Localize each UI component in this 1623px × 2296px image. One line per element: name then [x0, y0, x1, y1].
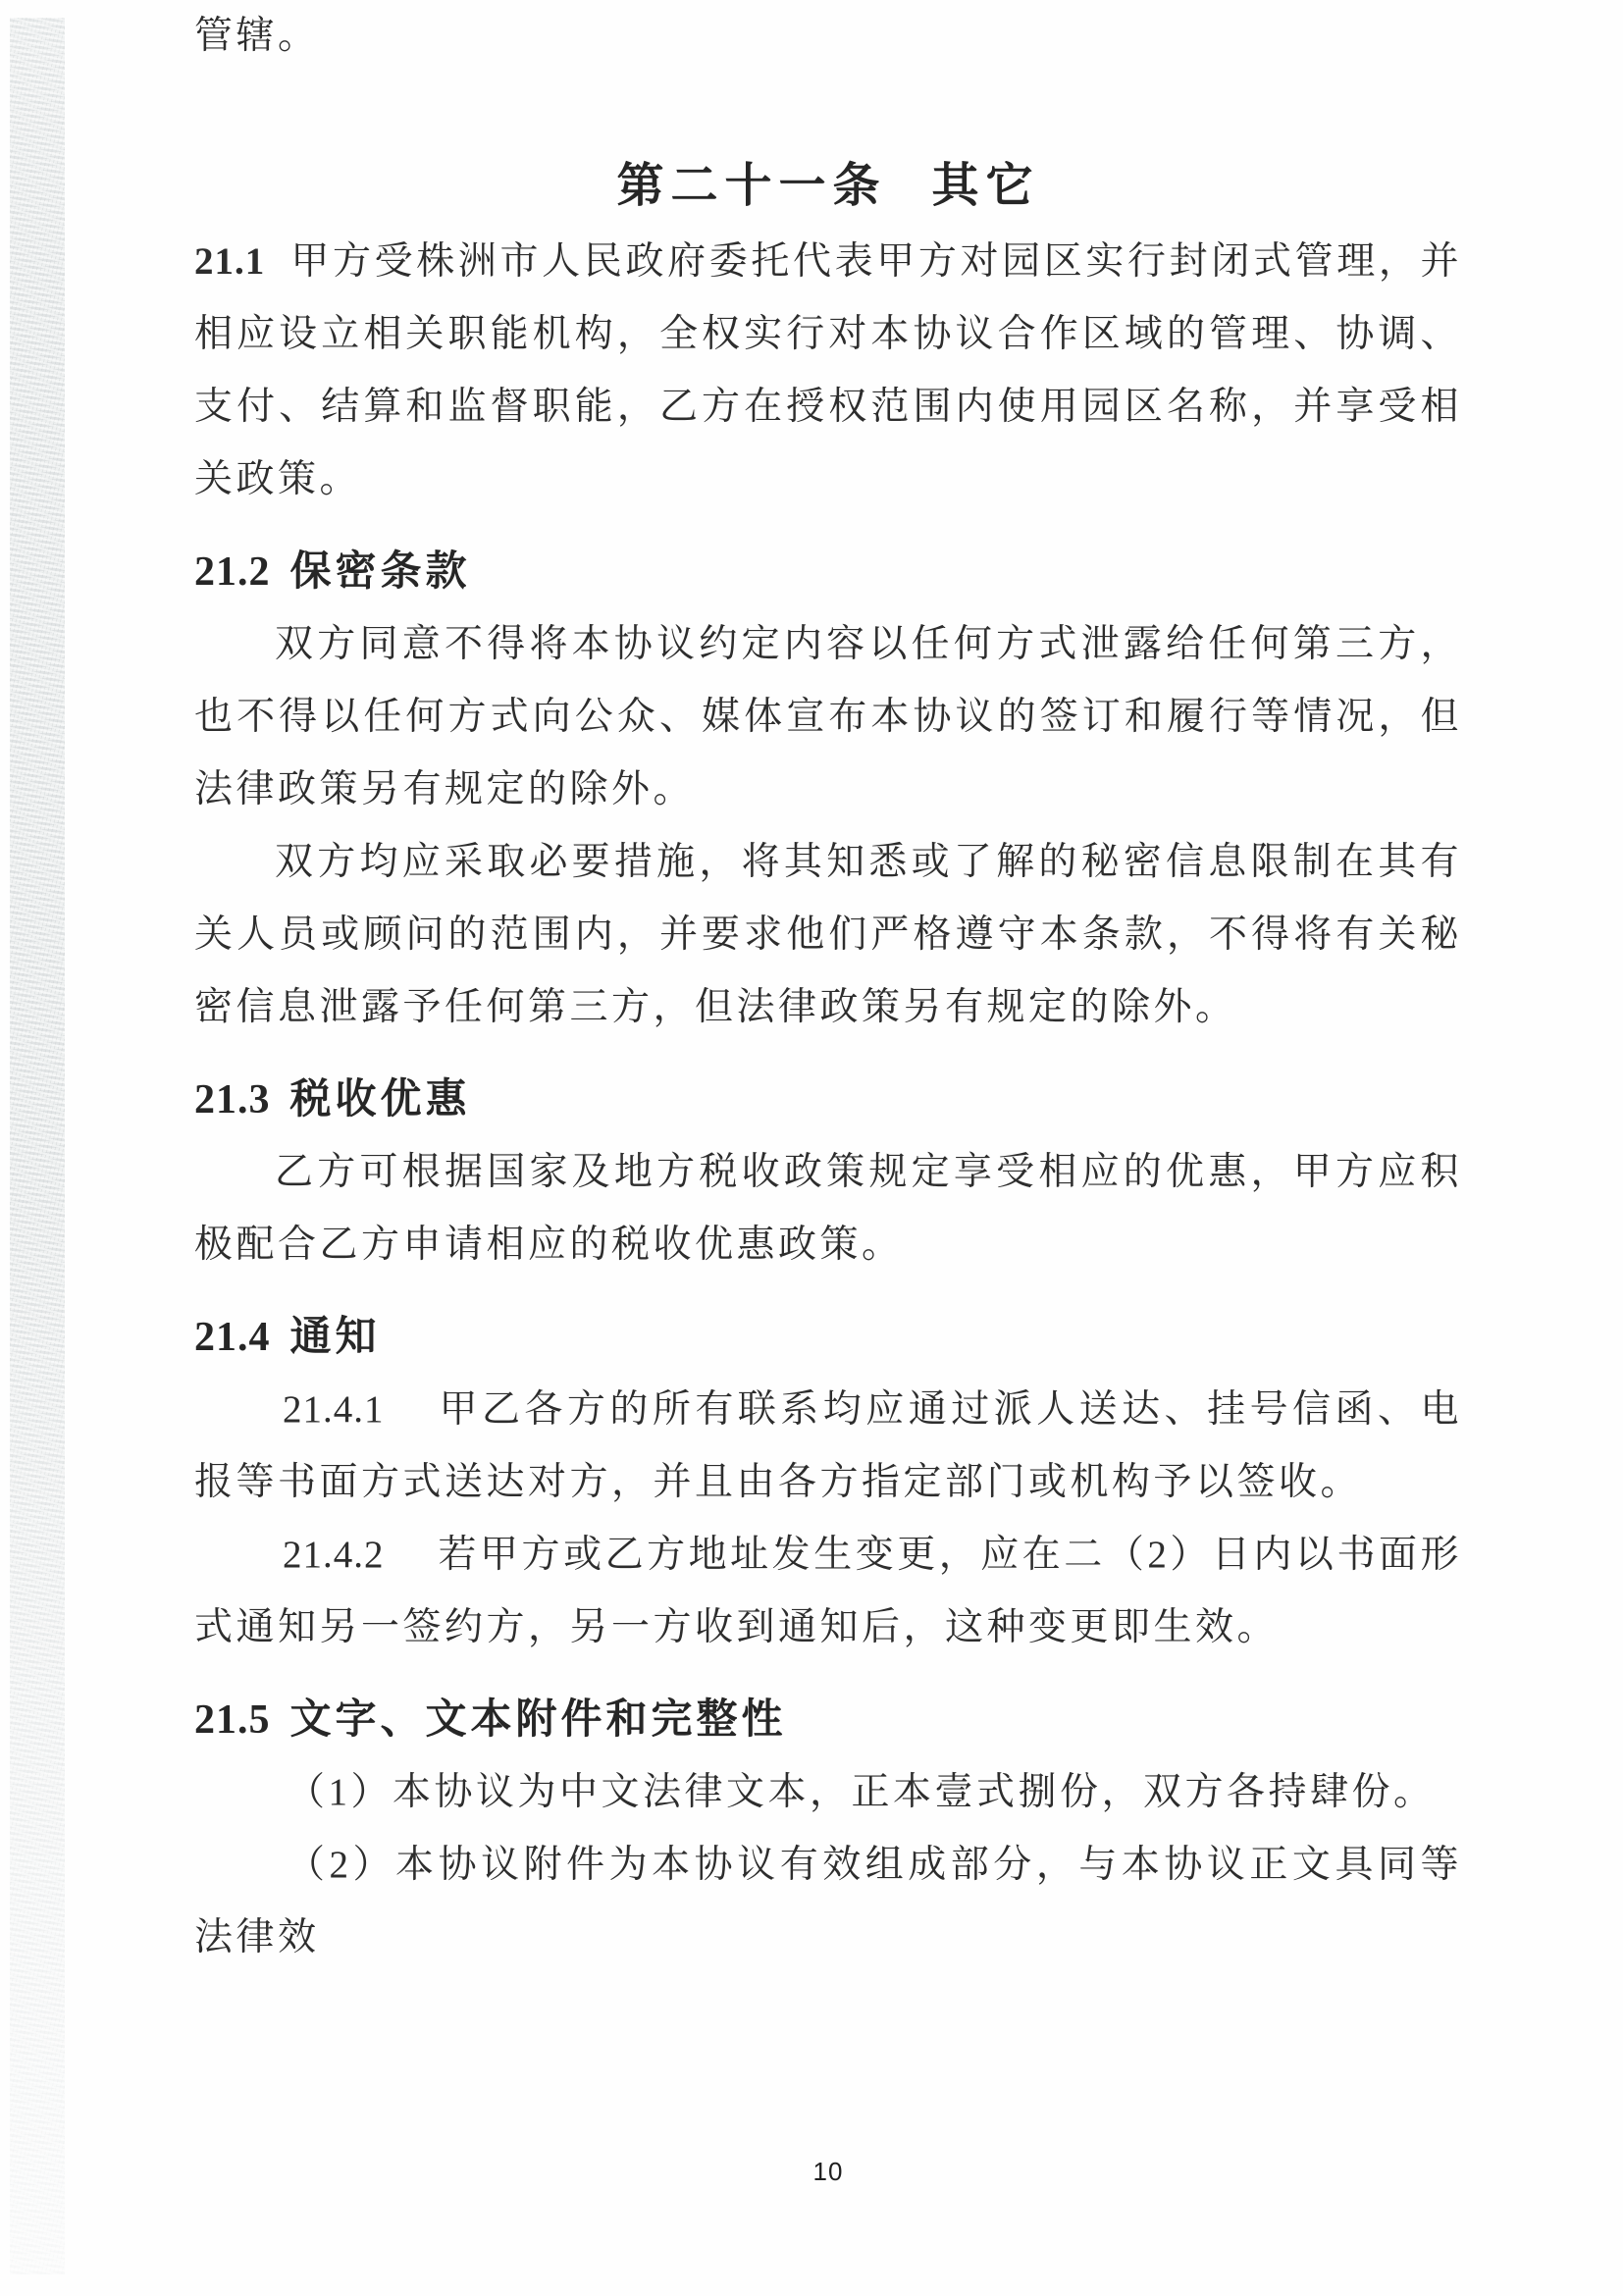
clause-21-4-1-number: 21.4.1 — [283, 1388, 385, 1431]
clause-21-1 — [194, 226, 1462, 516]
section-21-2-number: 21.2 — [194, 549, 271, 595]
chapter-heading — [194, 147, 1462, 226]
section-heading-21-2 — [194, 536, 1462, 608]
section-21-3-title: 税收优惠 — [289, 1077, 471, 1122]
clause-21-1-text: 甲方受株洲市人民政府委托代表甲方对园区实行封闭式管理，并相应设立相关职能机构，全权实行对本协议合作区域的管理、协调、支付、结算和监督职能，乙方在授权范围内使用园区名称，并享受相关政策。 — [194, 240, 1462, 500]
chapter-title: 其它 — [931, 160, 1040, 212]
clause-21-5-item-2: （2）本协议附件为本协议有效组成部分，与本协议正文具同等法律效 — [194, 1844, 1462, 1958]
clause-21-2-paragraph-1: 双方同意不得将本协议约定内容以任何方式泄露给任何第三方，也不得以任何方式向公众、媒体宣布本协议的签订和履行等情况，但法律政策另有规定的除外。 — [194, 623, 1462, 810]
paragraph-continuation: 管辖。 — [194, 15, 320, 57]
section-21-5-title: 文字、文本附件和完整性 — [289, 1697, 787, 1743]
page-number: 10 — [812, 2157, 844, 2186]
section-21-4-number: 21.4 — [194, 1315, 271, 1360]
section-21-4-title: 通知 — [289, 1315, 381, 1360]
clause-21-4-2-text: 若甲方或乙方地址发生变更，应在二（2）日内以书面形式通知另一签约方，另一方收到通知后，这种变更即生效。 — [194, 1534, 1462, 1648]
section-heading-21-3 — [194, 1064, 1462, 1136]
clause-21-4-1 — [194, 1374, 1462, 1519]
clause-21-3-paragraph: 乙方可根据国家及地方税收政策规定享受相应的优惠，甲方应积极配合乙方申请相应的税收优惠政策。 — [194, 1151, 1462, 1266]
clause-21-2-paragraph-2: 双方均应采取必要措施，将其知悉或了解的秘密信息限制在其有关人员或顾问的范围内，并要求他们严格遵守本条款，不得将有关秘密信息泄露予任何第三方，但法律政策另有规定的除外。 — [194, 841, 1462, 1028]
section-21-5-number: 21.5 — [194, 1697, 271, 1743]
clause-21-4-2-number: 21.4.2 — [283, 1534, 385, 1576]
clause-21-1-number: 21.1 — [194, 240, 266, 283]
clause-21-4-1-text: 甲乙各方的所有联系均应通过派人送达、挂号信函、电报等书面方式送达对方，并且由各方指定部门或机构予以签收。 — [194, 1388, 1462, 1503]
scan-edge-artifact — [10, 18, 65, 2274]
clause-21-5-item-1: （1）本协议为中文法律文本，正本壹式捌份，双方各持肆份。 — [287, 1771, 1436, 1813]
chapter-label: 第二十一条 — [616, 160, 887, 212]
page-content — [194, 0, 1462, 2296]
section-heading-21-4 — [194, 1301, 1462, 1374]
clause-21-4-2 — [194, 1519, 1462, 1664]
section-heading-21-5 — [194, 1684, 1462, 1756]
section-21-3-number: 21.3 — [194, 1077, 271, 1122]
section-21-2-title: 保密条款 — [289, 549, 471, 595]
